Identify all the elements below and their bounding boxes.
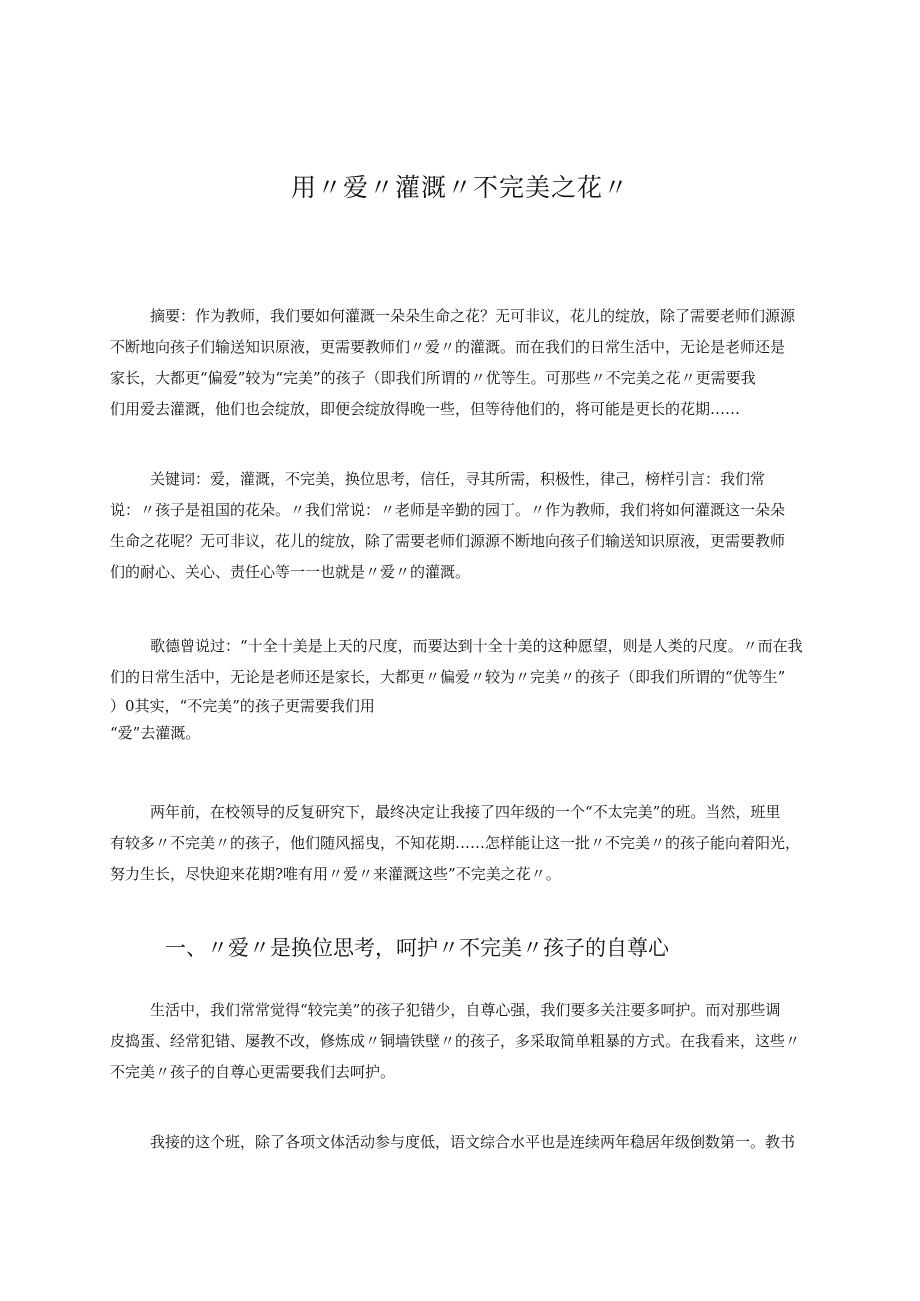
two-years-line: 努力生长，尽快迎来花期?唯有用〃爱〃来灌溉这些”不完美之花〃。 bbox=[110, 865, 561, 883]
two-years-paragraph bbox=[110, 797, 816, 890]
section-1-paragraph-1 bbox=[110, 995, 816, 1088]
abstract-paragraph bbox=[110, 301, 816, 425]
goethe-line: “爱”去灌溉。 bbox=[110, 724, 201, 742]
two-years-line: 有较多〃不完美〃的孩子，他们随风摇曳，不知花期……怎样能让这一批〃不完美〃的孩子能向着阳光， bbox=[110, 834, 801, 852]
goethe-paragraph bbox=[110, 631, 816, 747]
keywords-line: 说：〃孩子是祖国的花朵。〃我们常说：〃老师是辛勤的园丁。〃作为教师，我们将如何灌溉这一朵朵 bbox=[110, 501, 786, 519]
section-1-heading: 一、〃爱〃是换位思考，呵护〃不完美〃孩子的自尊心 bbox=[165, 936, 669, 960]
keywords-paragraph bbox=[110, 464, 816, 588]
keywords-line: 生命之花呢？无可非议，花儿的绽放，除了需要老师们源源不断地向孩子们输送知识原液，更需要教师 bbox=[110, 532, 786, 550]
abstract-line: 家长，大都更“偏爱”较为“完美”的孩子（即我们所谓的〃优等生。可那些〃不完美之花〃更需要我 bbox=[110, 369, 756, 387]
section-1-line: 我接的这个班，除了各项文体活动参与度低，语文综合水平也是连续两年稳居年级倒数第一。教书 bbox=[150, 1133, 796, 1151]
document-title: 用〃爱〃灌溉〃不完美之花〃 bbox=[290, 173, 629, 202]
abstract-line: 不断地向孩子们输送知识原液，更需要教师们〃爱〃的灌溉。而在我们的日常生活中，无论是老师还是 bbox=[110, 338, 786, 356]
abstract-line: 们用爱去灌溉，他们也会绽放，即便会绽放得晚一些，但等待他们的，将可能是更长的花期…… bbox=[110, 400, 741, 418]
goethe-line: 们的日常生活中，无论是老师还是家长，大都更〃偏爱〃较为〃完美〃的孩子（即我们所谓的“优等生” bbox=[110, 668, 786, 686]
keywords-line: 们的耐心、关心、责任心等一一也就是〃爱〃的灌溉。 bbox=[110, 563, 471, 581]
section-1-line: 生活中，我们常常觉得“较完美”的孩子犯错少，自尊心强，我们要多关注要多呵护。而对那些调 bbox=[150, 1001, 781, 1019]
goethe-line: 歌德曾说过：“十全十美是上天的尺度，而要达到十全十美的这种愿望，则是人类的尺度。〃而在我 bbox=[150, 637, 803, 655]
keywords-line: 关键词：爱，灌溉，不完美，换位思考，信任，寻其所需，积极性，律己，榜样引言：我们常 bbox=[150, 470, 766, 488]
two-years-line: 两年前，在校领导的反复研究下，最终决定让我接了四年级的一个“不太完美”的班。当然，班里 bbox=[150, 803, 781, 821]
abstract-line: 摘要：作为教师，我们要如何灌溉一朵朵生命之花？无可非议，花儿的绽放，除了需要老师们源源 bbox=[150, 307, 796, 325]
section-1-line: 不完美〃孩子的自尊心更需要我们去呵护。 bbox=[110, 1063, 396, 1081]
section-1-paragraph-2 bbox=[110, 1127, 816, 1158]
section-1-line: 皮捣蛋、经常犯错、屡教不改，修炼成〃铜墙铁壁〃的孩子，多采取简单粗暴的方式。在我看来，这些〃 bbox=[110, 1032, 801, 1050]
goethe-line: ）0其实，“不完美”的孩子更需要我们用 bbox=[110, 697, 375, 715]
